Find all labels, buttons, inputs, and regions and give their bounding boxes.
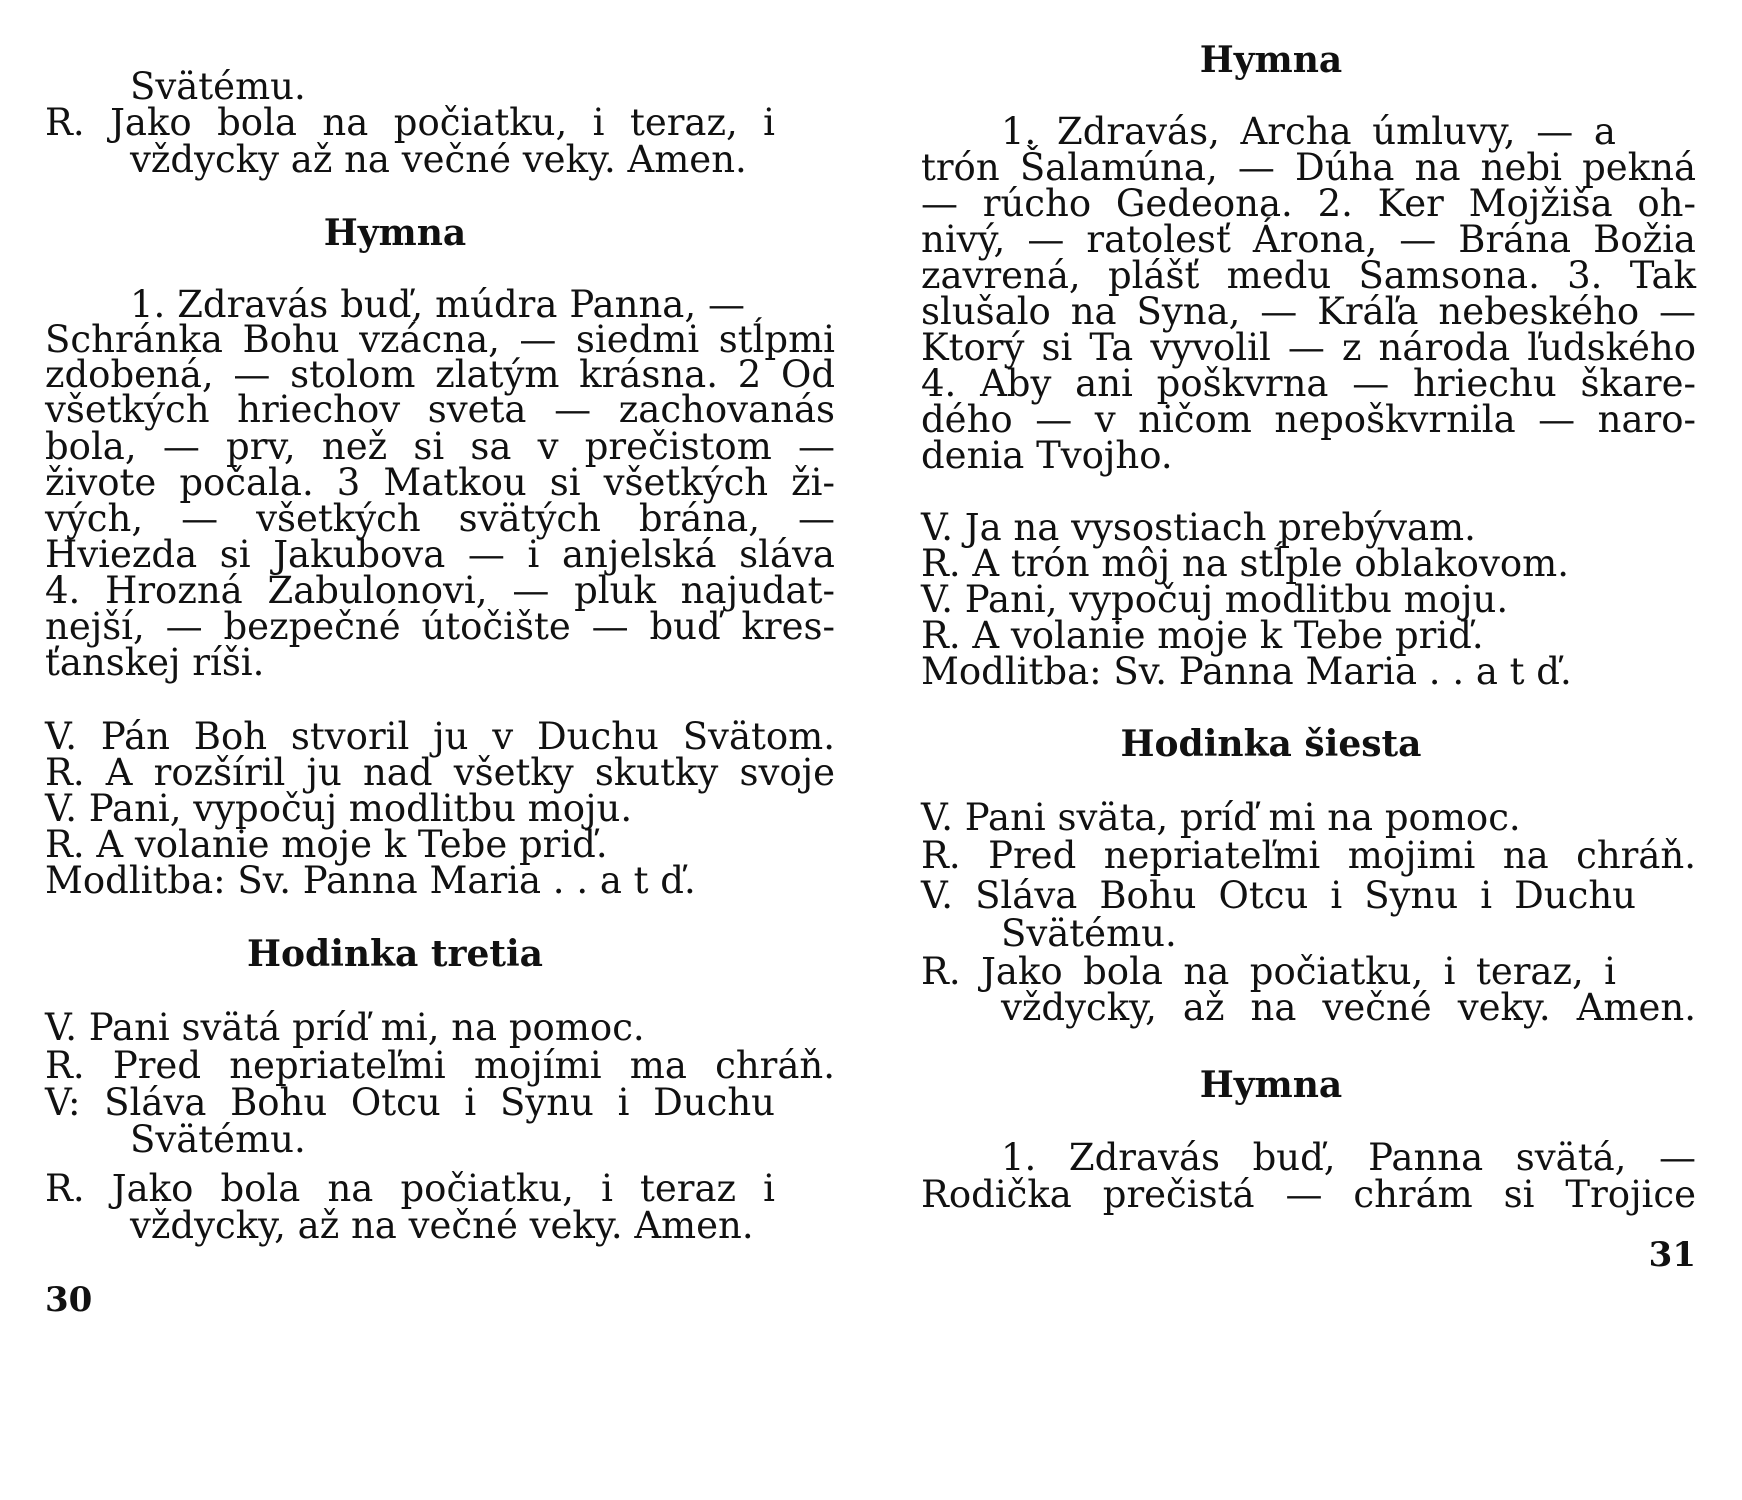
page-number: 30 (45, 1280, 93, 1320)
text-line: V: Sláva Bohu Otcu i Synu i Duchu (45, 1081, 775, 1124)
text-line: V. Pán Boh stvoril ju v Duchu Svätom. (45, 715, 835, 758)
text-line: R. Jako bola na počiatku, i teraz i (45, 1167, 775, 1210)
section-heading: Hymna (1199, 39, 1343, 81)
text-line: živote počala. 3 Matkou si všetkých ži- (45, 461, 835, 504)
text-line: zdobená, — stolom zlatým krásna. 2 Od (45, 353, 835, 396)
text-line: R. A trón môj na stĺple oblakovom. (921, 542, 1569, 585)
text-line: vých, — všetkých svätých brána, — (45, 497, 835, 540)
text-line: R. Pred nepriateľmi mojími ma chráň. (45, 1044, 835, 1087)
text-line: 4. Aby ani poškvrna — hriechu škare- (921, 362, 1696, 405)
text-line: Rodička prečistá — chrám si Trojice (921, 1173, 1696, 1216)
text-line: R. A volanie moje k Tebe priď. (45, 823, 608, 866)
text-line: všetkých hriechov sveta — zachovanás (45, 388, 835, 431)
text-line: Schránka Bohu vzácna, — siedmi stĺpmi (45, 318, 835, 361)
text-line: 1. Zdravás, Archa úmluvy, — a (1001, 110, 1616, 153)
text-line: ťanskej ríši. (45, 641, 265, 684)
text-line: V. Pani, vypočuj modlitbu moju. (921, 578, 1509, 621)
text-line: Svätému. (130, 1118, 306, 1161)
text-line: R. Pred nepriateľmi mojimi na chráň. (921, 834, 1696, 877)
text-line: R. A volanie moje k Tebe priď. (921, 614, 1484, 657)
section-heading: Hymna (1199, 1064, 1343, 1106)
text-line: Ktorý si Ta vyvolil — z národa ľudského (921, 326, 1696, 369)
text-line: V. Pani sväta, príď mi na pomoc. (921, 796, 1521, 839)
text-line: Hviezda si Jakubova — i anjelská sláva (45, 533, 835, 576)
text-line: nivý, — ratolesť Árona, — Brána Božia (921, 218, 1696, 261)
text-line: vždycky, až na večné veky. Amen. (1001, 986, 1696, 1029)
text-line: R. Jako bola na počiatku, i teraz, i (921, 950, 1616, 993)
text-line: Svätému. (130, 65, 306, 108)
text-line: R. Jako bola na počiatku, i teraz, i (45, 101, 775, 144)
text-line: dého — v ničom nepoškvrnila — naro- (921, 398, 1696, 441)
text-line: Modlitba: Sv. Panna Maria . . a t ď. (45, 859, 696, 902)
text-line: V. Ja na vysostiach prebývam. (921, 506, 1476, 549)
section-heading: Hymna (323, 212, 467, 254)
text-line: trón Šalamúna, — Dúha na nebi pekná (921, 146, 1696, 189)
text-line: 4. Hrozná Zabulonovi, — pluk najudat- (45, 569, 835, 612)
page-number: 31 (1648, 1235, 1696, 1275)
text-line: V. Sláva Bohu Otcu i Synu i Duchu (921, 874, 1636, 917)
text-line: denia Tvojho. (921, 434, 1173, 477)
text-line: bola, — prv, než si sa v prečistom — (45, 425, 835, 468)
text-line: V. Pani, vypočuj modlitbu moju. (45, 787, 633, 830)
text-line: vždycky až na večné veky. Amen. (130, 138, 747, 181)
text-line: zavrená, plášť medu Samsona. 3. Tak (921, 254, 1696, 297)
text-line: 1. Zdravás buď, múdra Panna, — (130, 283, 745, 326)
text-line: V. Pani svätá príď mi, na pomoc. (45, 1006, 645, 1049)
text-line: nejší, — bezpečné útočište — buď kres- (45, 605, 835, 648)
text-line: Svätému. (1001, 912, 1177, 955)
text-line: Modlitba: Sv. Panna Maria . . a t ď. (921, 650, 1572, 693)
section-heading: Hodinka tretia (247, 933, 543, 975)
text-line: slušalo na Syna, — Kráľa nebeského — (921, 290, 1696, 333)
text-line: R. A rozšíril ju nad všetky skutky svoje (45, 751, 835, 794)
text-line: — rúcho Gedeona. 2. Ker Mojžiša oh- (921, 182, 1696, 225)
section-heading: Hodinka šiesta (1120, 723, 1422, 765)
text-line: vždycky, až na večné veky. Amen. (130, 1204, 754, 1247)
text-line: 1. Zdravás buď, Panna svätá, — (1001, 1136, 1696, 1179)
